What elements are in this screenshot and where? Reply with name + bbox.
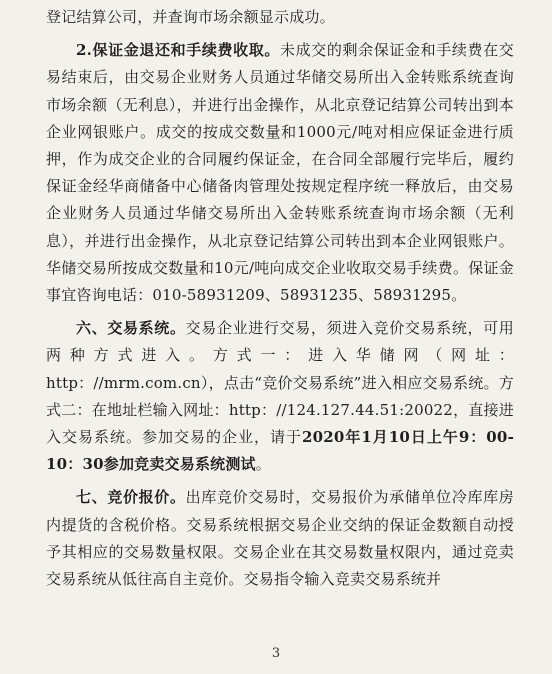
paragraph-deposit-refund	[46, 37, 514, 309]
heading-deposit-refund: 2.保证金退还和手续费收取。	[76, 41, 281, 60]
heading-trading-system: 六、交易系统。	[76, 319, 186, 338]
bidding-text: 出库竞价交易时，交易报价为承储单位冷库库房内提货的含税价格。交易系统根据交易企业交纳的保证金数额自动授予其相应的交易数量权限。交易企业在其交易数量权限内，通过竞卖交易系统从低往高自主竞价。交易指令输入竞卖交易系统并	[46, 488, 515, 589]
paragraph-continuation: 登记结算公司，并查询市场余额显示成功。	[46, 8, 335, 26]
test-date-bold: 2020年1月10日上午9：00-10：30参加竞卖交易系统测试	[46, 428, 514, 474]
page-number: 3	[271, 646, 281, 661]
trading-system-end: 。	[255, 455, 271, 474]
deposit-refund-text: 未成交的剩余保证金和手续费在交易结束后，由交易企业财务人员通过华储交易所出入金转账系统查询市场余额（无利息），并进行出金操作，从北京登记结算公司转出到本企业网银账户。成交的按成交数量和1000元/吨对相应保证金进行质押，作为成交企业的合同履约保证金，在合同全部履行完毕后，履约保证金经华商储备中心储备肉管理处按规定程序统一释放后，由交易企业财务人员通过华储交易所出入金转账系统查询市场余额（无利息），并进行出金操作，从北京登记结算公司转出到本企业网银账户。华储交易所按成交数量和10元/吨向成交企业收取交易手续费。保证金事宜咨询电话：010-58931209、58931235、58931295。	[46, 41, 514, 305]
trading-system-text: 交易企业进行交易，须进入竞价交易系统，可用两种方式进入。方式一：进入华储网（网址：http：//mrm.com.cn），点击“竞价交易系统”进入相应交易系统。方式二：在地址栏输入网址：http：//124.127.44.51:20022，直接进入交易系统。参加交易的企业，请于	[46, 319, 515, 447]
heading-bidding: 七、竞价报价。	[76, 488, 186, 507]
paragraph-bidding	[46, 484, 514, 593]
paragraph-trading-system	[46, 315, 514, 478]
